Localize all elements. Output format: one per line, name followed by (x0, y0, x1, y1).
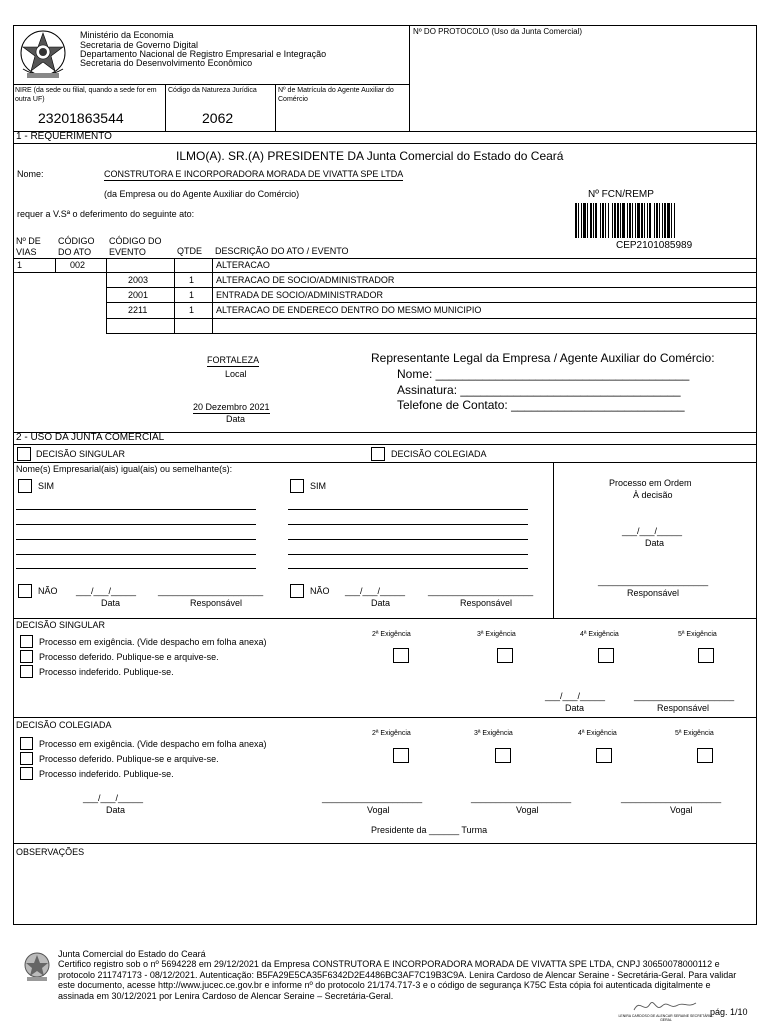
footer-certification: Certifico registro sob o nº 5694228 em 29/12/2021 da Empresa CONSTRUTORA E INCORPORADORA MORADA DE VIVATTA SPE LTDA, CNPJ 30650078000112 e protocolo 211747173 - 08/12/2021. Autenticação: B5FA29E5CA35F6342D2E4486BC3AF7C19B3C9A. Lenira Cardoso de Alencar Seraine - Secretária-Geral. Para validar este documento, acesse http://www.jucec.ce.gov.br e informe nº do protocolo 21/174.717-3 e o código de segurança K75C Esta cópia foi autenticada digitalmente e assinada em 30/12/2021 por Lenira Cardoso de Alencar Seraine – Secretária-Geral. (58, 959, 737, 1001)
row4-desc: ALTERACAO DE ENDERECO DENTRO DO MESMO MUNICIPIO (216, 305, 482, 315)
rep-nome: Nome: ______________________________________ (397, 367, 690, 381)
colegiada-option-3: Processo indeferido. Publique-se. (39, 769, 174, 779)
name-line-2c (288, 539, 528, 540)
section1-rule-bottom (13, 143, 757, 144)
sim-label-1: SIM (38, 481, 55, 491)
decisao-colegiada-checkbox[interactable] (371, 447, 385, 461)
colegiada-exig-2: 2ª Exigência (372, 730, 411, 737)
table-rule-5 (106, 333, 757, 334)
singular-option-3: Processo indeferido. Publique-se. (39, 667, 174, 677)
section1-title: 1 - REQUERIMENTO (16, 131, 112, 142)
footer-title: Junta Comercial do Estado do Ceará (58, 949, 206, 959)
processo-data-label: Data (645, 538, 665, 548)
section2-rule-mid (13, 444, 757, 445)
nome-label: Nome: (17, 169, 44, 179)
addressee: ILMO(A). SR.(A) PRESIDENTE DA Junta Comercial do Estado do Ceará (176, 149, 564, 163)
processo-ordem: Processo em Ordem (609, 478, 692, 488)
local-label: Local (225, 369, 247, 379)
row2-evento: 2003 (128, 275, 149, 285)
decisao-singular-checkbox[interactable] (17, 447, 31, 461)
row1-desc: ALTERACAO (216, 260, 270, 270)
vogal-label-1: Vogal (367, 805, 390, 815)
org-line-3: Departamento Nacional de Registro Empresarial e Integração (80, 49, 327, 59)
date-value: 20 Dezembro 2021 (193, 402, 270, 412)
singular-option-1-checkbox[interactable] (20, 635, 33, 648)
sim-checkbox-2[interactable] (290, 479, 304, 493)
row4-qtde: 1 (189, 305, 195, 315)
singular-rule (13, 618, 757, 619)
name-line-1e (16, 568, 256, 569)
name-line-2a (288, 509, 528, 510)
table-rule-0 (13, 258, 757, 259)
colegiada-option-3-checkbox[interactable] (20, 767, 33, 780)
th-descricao: DESCRIÇÃO DO ATO / EVENTO (215, 246, 349, 256)
row2-qtde: 1 (189, 275, 195, 285)
colegiada-data-label: Data (106, 805, 126, 815)
nao-resp-1: _____________________ (158, 586, 264, 596)
section2-title: 2 - USO DA JUNTA COMERCIAL (16, 432, 165, 443)
nire-value: 23201863544 (38, 110, 124, 126)
sim-label-2: SIM (310, 481, 327, 491)
fcn-label: Nº FCN/REMP (588, 189, 654, 200)
colegiada-exig-4-checkbox[interactable] (596, 748, 612, 763)
singular-title: DECISÃO SINGULAR (16, 620, 106, 630)
processo-resp-label: Responsável (627, 588, 680, 598)
nire-label: NIRE (da sede ou filial, quando a sede for em outra UF) (15, 87, 157, 103)
nao-data-label-2: Data (371, 598, 391, 608)
colegiada-exig-5: 5ª Exigência (675, 730, 714, 737)
local-value: FORTALEZA (207, 355, 260, 365)
singular-option-3-checkbox[interactable] (20, 665, 33, 678)
singular-exig-2: 2ª Exigência (372, 631, 411, 638)
table-rule-1 (13, 272, 757, 273)
nao-date-1: ___/___/_____ (76, 586, 137, 596)
table-col-3 (174, 258, 175, 333)
nao-resp-label-2: Responsável (460, 598, 513, 608)
nao-resp-2: _____________________ (428, 586, 534, 596)
vogal-line-2: ____________________ (471, 793, 572, 803)
row3-qtde: 1 (189, 290, 195, 300)
name-line-2e (288, 568, 528, 569)
vogal-line-1: ____________________ (322, 793, 423, 803)
row3-evento: 2001 (128, 290, 149, 300)
name-line-2d (288, 554, 528, 555)
natureza-label: Código da Natureza Jurídica (168, 87, 257, 94)
colegiada-date: ___/___/_____ (83, 793, 144, 803)
table-col-4 (212, 258, 213, 333)
a-decisao: À decisão (633, 490, 673, 500)
nao-resp-label-1: Responsável (190, 598, 243, 608)
protocolo-label: Nº DO PROTOCOLO (Uso da Junta Comercial) (413, 27, 583, 36)
singular-exig-4: 4ª Exigência (580, 631, 619, 638)
nao-date-2: ___/___/_____ (345, 586, 406, 596)
colegiada-exig-4: 4ª Exigência (578, 730, 617, 737)
date-label: Data (226, 414, 246, 424)
singular-exig-5-checkbox[interactable] (698, 648, 714, 663)
handwritten-signature (630, 996, 700, 1016)
colegiada-exig-3: 3ª Exigência (474, 730, 513, 737)
singular-option-2-checkbox[interactable] (20, 650, 33, 663)
section2-rule-2 (13, 462, 757, 463)
singular-data-label: Data (565, 703, 585, 713)
natureza-divider (275, 84, 276, 131)
nome-hint: (da Empresa ou do Agente Auxiliar do Comércio) (104, 189, 300, 199)
colegiada-option-1-checkbox[interactable] (20, 737, 33, 750)
fcn-barcode (575, 203, 749, 238)
nao-data-label-1: Data (101, 598, 121, 608)
name-line-2b (288, 524, 528, 525)
singular-resp-label: Responsável (657, 703, 710, 713)
colegiada-option-2-checkbox[interactable] (20, 752, 33, 765)
natureza-value: 2062 (202, 110, 234, 126)
presidente-turma: Presidente da ______ Turma (371, 825, 488, 835)
org-line-4: Secretaria do Desenvolvimento Econômico (80, 58, 253, 68)
rep-title: Representante Legal da Empresa / Agente Auxiliar do Comércio: (371, 351, 715, 365)
th-vias: Nº DE VIAS (16, 236, 41, 257)
name-line-1a (16, 509, 256, 510)
decisao-singular-label: DECISÃO SINGULAR (36, 449, 126, 459)
matricula-label: Nº de Matrícula do Agente Auxiliar do Comércio (278, 87, 394, 103)
sim-checkbox-1[interactable] (18, 479, 32, 493)
page-number: pág. 1/10 (710, 1007, 748, 1017)
singular-date: ___/___/_____ (545, 691, 606, 701)
row1-ato: 002 (70, 260, 86, 270)
footer-seal-icon (22, 950, 52, 984)
singular-option-2: Processo deferido. Publique-se e arquive-se. (39, 652, 219, 662)
colegiada-exig-2-checkbox[interactable] (393, 748, 409, 763)
processo-divider (553, 462, 554, 618)
requer-text: requer a V.Sª o deferimento do seguinte ato: (17, 209, 195, 219)
rep-telefone: Telefone de Contato: __________________________ (397, 398, 685, 412)
th-qtde: QTDE (177, 246, 203, 256)
table-rule-3 (106, 302, 757, 303)
processo-date: ___/___/_____ (622, 526, 683, 536)
singular-exig-4-checkbox[interactable] (598, 648, 614, 663)
row3-desc: ENTRADA DE SOCIO/ADMINISTRADOR (216, 290, 384, 300)
table-rule-2 (106, 287, 757, 288)
nao-label-1: NÃO (38, 586, 58, 596)
vogal-label-2: Vogal (516, 805, 539, 815)
nire-divider (165, 84, 166, 131)
header-divider (409, 25, 410, 131)
table-rule-4 (106, 318, 757, 319)
nomes-label: Nome(s) Empresarial(ais) igual(ais) ou semelhante(s): (16, 464, 233, 474)
singular-resp: ____________________ (634, 691, 735, 701)
singular-exig-2-checkbox[interactable] (393, 648, 409, 663)
colegiada-title: DECISÃO COLEGIADA (16, 720, 112, 730)
org-line-1: Ministério da Economia (80, 30, 174, 40)
colegiada-exig-3-checkbox[interactable] (495, 748, 511, 763)
colegiada-option-2: Processo deferido. Publique-se e arquive-se. (39, 754, 219, 764)
colegiada-rule (13, 717, 757, 718)
singular-exig-3: 3ª Exigência (477, 631, 516, 638)
observacoes-label: OBSERVAÇÕES (16, 847, 85, 857)
colegiada-option-1: Processo em exigência. (Vide despacho em folha anexa) (39, 739, 267, 749)
coat-of-arms-emblem (17, 27, 69, 83)
rep-assinatura: Assinatura: _________________________________ (397, 383, 681, 397)
vogal-label-3: Vogal (670, 805, 693, 815)
row2-desc: ALTERACAO DE SOCIO/ADMINISTRADOR (216, 275, 395, 285)
singular-option-1: Processo em exigência. (Vide despacho em folha anexa) (39, 637, 267, 647)
processo-resp-line: ______________________ (598, 576, 709, 586)
colegiada-exig-5-checkbox[interactable] (697, 748, 713, 763)
singular-exig-5: 5ª Exigência (678, 631, 717, 638)
table-col-1 (55, 258, 56, 272)
header-rule (13, 84, 410, 85)
nao-label-2: NÃO (310, 586, 330, 596)
th-cod-ato: CÓDIGO DO ATO (58, 236, 95, 257)
th-cod-evento: CÓDIGO DO EVENTO (109, 236, 162, 257)
observacoes-rule (13, 843, 757, 844)
fcn-value: CEP2101085989 (616, 240, 693, 251)
signature-caption: LENIRA CARDOSO DE ALENCAR SERAINE SECRETÁRIA-GERAL (618, 1014, 714, 1022)
org-line-2: Secretaria de Governo Digital (80, 40, 199, 50)
row4-evento: 2211 (128, 305, 148, 315)
nao-checkbox-1[interactable] (18, 584, 32, 598)
name-line-1d (16, 554, 256, 555)
vogal-line-3: ____________________ (621, 793, 722, 803)
nao-checkbox-2[interactable] (290, 584, 304, 598)
singular-exig-3-checkbox[interactable] (497, 648, 513, 663)
decisao-colegiada-label: DECISÃO COLEGIADA (391, 449, 487, 459)
company-name: CONSTRUTORA E INCORPORADORA MORADA DE VIVATTA SPE LTDA (104, 169, 404, 179)
table-col-2 (106, 258, 107, 333)
name-line-1c (16, 539, 256, 540)
name-line-1b (16, 524, 256, 525)
section1-rule-top (13, 131, 757, 132)
row1-vias: 1 (17, 260, 23, 270)
